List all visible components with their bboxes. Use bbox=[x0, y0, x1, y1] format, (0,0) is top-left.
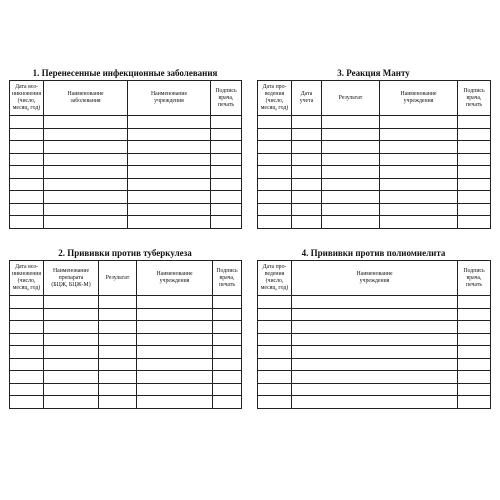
blank-cell[interactable] bbox=[213, 308, 242, 321]
blank-cell[interactable] bbox=[292, 141, 322, 154]
blank-cell[interactable] bbox=[458, 396, 491, 409]
blank-cell[interactable] bbox=[213, 383, 242, 396]
blank-cell[interactable] bbox=[137, 396, 213, 409]
blank-cell[interactable] bbox=[10, 153, 44, 166]
table-row bbox=[258, 296, 491, 309]
table-row bbox=[10, 371, 242, 384]
blank-cell[interactable] bbox=[258, 308, 292, 321]
blank-cell[interactable] bbox=[211, 166, 242, 179]
blank-cell[interactable] bbox=[322, 166, 380, 179]
table-row bbox=[258, 358, 491, 371]
blank-cell[interactable] bbox=[10, 383, 44, 396]
blank-cell[interactable] bbox=[211, 128, 242, 141]
section-infectious-diseases bbox=[9, 66, 241, 229]
table-row bbox=[258, 128, 491, 141]
table-row bbox=[258, 191, 491, 204]
table-row bbox=[10, 203, 242, 216]
table-row bbox=[10, 153, 242, 166]
blank-cell[interactable] bbox=[458, 371, 491, 384]
blank-cell[interactable] bbox=[292, 383, 458, 396]
blank-cell[interactable] bbox=[44, 203, 128, 216]
blank-cell[interactable] bbox=[292, 216, 322, 229]
infectious-diseases-table bbox=[9, 80, 242, 229]
blank-cell[interactable] bbox=[99, 371, 137, 384]
blank-cell[interactable] bbox=[10, 203, 44, 216]
blank-cell[interactable] bbox=[213, 358, 242, 371]
blank-cell[interactable] bbox=[292, 396, 458, 409]
blank-cell[interactable] bbox=[292, 346, 458, 359]
blank-cell[interactable] bbox=[380, 203, 458, 216]
blank-cell[interactable] bbox=[292, 166, 322, 179]
blank-cell[interactable] bbox=[10, 296, 44, 309]
table-row bbox=[10, 296, 242, 309]
blank-cell[interactable] bbox=[380, 153, 458, 166]
blank-cell[interactable] bbox=[322, 128, 380, 141]
table-row bbox=[258, 141, 491, 154]
section-tuberculosis-vaccinations bbox=[9, 246, 241, 409]
table-row bbox=[258, 116, 491, 129]
blank-cell[interactable] bbox=[322, 203, 380, 216]
blank-cell[interactable] bbox=[322, 141, 380, 154]
blank-cell[interactable] bbox=[458, 358, 491, 371]
blank-cell[interactable] bbox=[137, 308, 213, 321]
blank-cell[interactable] bbox=[99, 396, 137, 409]
blank-cell[interactable] bbox=[44, 333, 99, 346]
table-row bbox=[258, 383, 491, 396]
blank-cell[interactable] bbox=[258, 141, 292, 154]
blank-cell[interactable] bbox=[380, 191, 458, 204]
blank-cell[interactable] bbox=[99, 358, 137, 371]
blank-cell[interactable] bbox=[99, 346, 137, 359]
blank-cell[interactable] bbox=[458, 383, 491, 396]
blank-cell[interactable] bbox=[213, 296, 242, 309]
blank-cell[interactable] bbox=[322, 216, 380, 229]
table-row bbox=[10, 396, 242, 409]
blank-cell[interactable] bbox=[44, 128, 128, 141]
table-row bbox=[10, 333, 242, 346]
blank-cell[interactable] bbox=[99, 308, 137, 321]
blank-cell[interactable] bbox=[258, 321, 292, 334]
table-row bbox=[258, 178, 491, 191]
table-row bbox=[10, 141, 242, 154]
blank-cell[interactable] bbox=[44, 321, 99, 334]
blank-cell[interactable] bbox=[292, 178, 322, 191]
polio-vaccinations-table bbox=[257, 260, 491, 409]
blank-cell[interactable] bbox=[211, 178, 242, 191]
blank-cell[interactable] bbox=[99, 296, 137, 309]
section-title: 2. Прививки против туберкулеза bbox=[58, 248, 192, 258]
column-header-signature: Подпись врача, печать bbox=[458, 81, 491, 116]
column-header-disease: Наименование заболевания bbox=[44, 81, 128, 116]
blank-cell[interactable] bbox=[44, 396, 99, 409]
blank-cell[interactable] bbox=[380, 116, 458, 129]
column-header-check-date: Дата учета bbox=[292, 81, 322, 116]
blank-cell[interactable] bbox=[458, 141, 491, 154]
blank-cell[interactable] bbox=[137, 333, 213, 346]
table-row bbox=[10, 346, 242, 359]
blank-cell[interactable] bbox=[10, 371, 44, 384]
blank-cell[interactable] bbox=[258, 166, 292, 179]
blank-cell[interactable] bbox=[292, 296, 458, 309]
blank-cell[interactable] bbox=[128, 166, 211, 179]
blank-cell[interactable] bbox=[322, 116, 380, 129]
column-header-preparation: Наименование препарата (БЦЖ, БЦЖ-М) bbox=[44, 261, 99, 296]
blank-cell[interactable] bbox=[458, 333, 491, 346]
column-header-date: Дата воз- никновения (число, месяц, год) bbox=[10, 81, 44, 116]
blank-cell[interactable] bbox=[10, 141, 44, 154]
table-row bbox=[258, 346, 491, 359]
blank-cell[interactable] bbox=[258, 128, 292, 141]
blank-cell[interactable] bbox=[44, 383, 99, 396]
column-header-signature: Подпись врача, печать bbox=[458, 261, 491, 296]
section-mantoux-reaction bbox=[257, 66, 490, 229]
blank-cell[interactable] bbox=[458, 321, 491, 334]
column-header-institution: Наименование учреждения bbox=[292, 261, 458, 296]
blank-cell[interactable] bbox=[458, 128, 491, 141]
blank-cell[interactable] bbox=[258, 116, 292, 129]
blank-cell[interactable] bbox=[458, 153, 491, 166]
blank-cell[interactable] bbox=[10, 166, 44, 179]
blank-cell[interactable] bbox=[258, 296, 292, 309]
blank-cell[interactable] bbox=[292, 371, 458, 384]
blank-cell[interactable] bbox=[128, 203, 211, 216]
tuberculosis-vaccinations-table bbox=[9, 260, 242, 409]
blank-cell[interactable] bbox=[458, 216, 491, 229]
blank-cell[interactable] bbox=[258, 333, 292, 346]
section-polio-vaccinations bbox=[257, 246, 490, 409]
blank-cell[interactable] bbox=[10, 346, 44, 359]
blank-cell[interactable] bbox=[380, 216, 458, 229]
table-row bbox=[10, 166, 242, 179]
column-header-signature: Подпись врача, печать bbox=[213, 261, 242, 296]
blank-cell[interactable] bbox=[258, 371, 292, 384]
blank-cell[interactable] bbox=[458, 178, 491, 191]
blank-cell[interactable] bbox=[128, 216, 211, 229]
blank-cell[interactable] bbox=[380, 166, 458, 179]
table-row bbox=[258, 216, 491, 229]
blank-cell[interactable] bbox=[292, 191, 322, 204]
blank-cell[interactable] bbox=[258, 203, 292, 216]
blank-cell[interactable] bbox=[292, 153, 322, 166]
blank-cell[interactable] bbox=[380, 178, 458, 191]
blank-cell[interactable] bbox=[44, 191, 128, 204]
blank-cell[interactable] bbox=[44, 116, 128, 129]
blank-cell[interactable] bbox=[292, 333, 458, 346]
blank-cell[interactable] bbox=[458, 308, 491, 321]
blank-cell[interactable] bbox=[10, 216, 44, 229]
table-row bbox=[258, 153, 491, 166]
table-row bbox=[258, 203, 491, 216]
blank-cell[interactable] bbox=[458, 191, 491, 204]
blank-cell[interactable] bbox=[292, 116, 322, 129]
blank-cell[interactable] bbox=[44, 216, 128, 229]
blank-cell[interactable] bbox=[292, 308, 458, 321]
table-row bbox=[10, 178, 242, 191]
blank-cell[interactable] bbox=[213, 396, 242, 409]
blank-cell[interactable] bbox=[128, 191, 211, 204]
table-row bbox=[258, 371, 491, 384]
blank-cell[interactable] bbox=[380, 141, 458, 154]
blank-cell[interactable] bbox=[211, 191, 242, 204]
blank-cell[interactable] bbox=[99, 333, 137, 346]
table-row bbox=[10, 321, 242, 334]
blank-cell[interactable] bbox=[137, 358, 213, 371]
blank-cell[interactable] bbox=[380, 128, 458, 141]
blank-cell[interactable] bbox=[292, 321, 458, 334]
column-header-result: Результат bbox=[322, 81, 380, 116]
blank-cell[interactable] bbox=[128, 116, 211, 129]
table-row bbox=[258, 396, 491, 409]
blank-cell[interactable] bbox=[292, 203, 322, 216]
blank-cell[interactable] bbox=[258, 191, 292, 204]
blank-cell[interactable] bbox=[10, 358, 44, 371]
column-header-date: Дата про- ведения (число, месяц, год) bbox=[258, 261, 292, 296]
table-row bbox=[10, 358, 242, 371]
blank-cell[interactable] bbox=[322, 178, 380, 191]
table-row bbox=[258, 166, 491, 179]
blank-cell[interactable] bbox=[211, 141, 242, 154]
blank-cell[interactable] bbox=[258, 358, 292, 371]
blank-cell[interactable] bbox=[44, 346, 99, 359]
blank-cell[interactable] bbox=[44, 166, 128, 179]
blank-cell[interactable] bbox=[258, 383, 292, 396]
blank-cell[interactable] bbox=[258, 178, 292, 191]
table-row bbox=[258, 321, 491, 334]
column-header-date: Дата про- ведения (число, месяц, год) bbox=[258, 81, 292, 116]
blank-cell[interactable] bbox=[10, 321, 44, 334]
blank-cell[interactable] bbox=[10, 116, 44, 129]
blank-cell[interactable] bbox=[44, 308, 99, 321]
table-row bbox=[10, 191, 242, 204]
section-title: 1. Перенесенные инфекционные заболевания bbox=[32, 68, 218, 78]
blank-cell[interactable] bbox=[213, 346, 242, 359]
blank-cell[interactable] bbox=[458, 296, 491, 309]
blank-cell[interactable] bbox=[137, 296, 213, 309]
blank-cell[interactable] bbox=[211, 216, 242, 229]
column-header-signature: Подпись врача, печать bbox=[211, 81, 242, 116]
blank-cell[interactable] bbox=[258, 346, 292, 359]
table-row bbox=[10, 383, 242, 396]
blank-cell[interactable] bbox=[44, 178, 128, 191]
blank-cell[interactable] bbox=[44, 358, 99, 371]
blank-cell[interactable] bbox=[10, 308, 44, 321]
blank-cell[interactable] bbox=[458, 346, 491, 359]
blank-cell[interactable] bbox=[137, 371, 213, 384]
blank-cell[interactable] bbox=[99, 383, 137, 396]
blank-cell[interactable] bbox=[458, 116, 491, 129]
blank-cell[interactable] bbox=[137, 346, 213, 359]
column-header-institution: Наименование учреждения bbox=[380, 81, 458, 116]
column-header-institution: Наименование учреждения bbox=[137, 261, 213, 296]
blank-cell[interactable] bbox=[211, 203, 242, 216]
column-header-institution: Наименование учреждения bbox=[128, 81, 211, 116]
blank-cell[interactable] bbox=[128, 141, 211, 154]
table-row bbox=[10, 216, 242, 229]
blank-cell[interactable] bbox=[458, 166, 491, 179]
blank-cell[interactable] bbox=[258, 153, 292, 166]
table-row bbox=[258, 308, 491, 321]
blank-cell[interactable] bbox=[10, 128, 44, 141]
blank-cell[interactable] bbox=[213, 371, 242, 384]
blank-cell[interactable] bbox=[458, 203, 491, 216]
blank-cell[interactable] bbox=[292, 358, 458, 371]
mantoux-reaction-table bbox=[257, 80, 491, 229]
blank-cell[interactable] bbox=[44, 141, 128, 154]
blank-cell[interactable] bbox=[10, 191, 44, 204]
table-row bbox=[10, 128, 242, 141]
column-header-date: Дата воз- никновения (число, месяц, год) bbox=[10, 261, 44, 296]
blank-cell[interactable] bbox=[213, 321, 242, 334]
blank-cell[interactable] bbox=[292, 128, 322, 141]
blank-cell[interactable] bbox=[128, 178, 211, 191]
blank-cell[interactable] bbox=[44, 153, 128, 166]
blank-cell[interactable] bbox=[137, 321, 213, 334]
section-title: 3. Реакция Манту bbox=[337, 68, 410, 78]
blank-cell[interactable] bbox=[137, 383, 213, 396]
blank-cell[interactable] bbox=[211, 116, 242, 129]
blank-cell[interactable] bbox=[10, 333, 44, 346]
blank-cell[interactable] bbox=[211, 153, 242, 166]
blank-cell[interactable] bbox=[44, 371, 99, 384]
blank-cell[interactable] bbox=[128, 128, 211, 141]
section-title: 4. Прививки против полиомиелита bbox=[301, 248, 446, 258]
table-row bbox=[258, 333, 491, 346]
blank-cell[interactable] bbox=[128, 153, 211, 166]
blank-cell[interactable] bbox=[258, 396, 292, 409]
table-row bbox=[10, 116, 242, 129]
blank-cell[interactable] bbox=[258, 216, 292, 229]
blank-cell[interactable] bbox=[10, 396, 44, 409]
blank-cell[interactable] bbox=[99, 321, 137, 334]
blank-cell[interactable] bbox=[322, 153, 380, 166]
blank-cell[interactable] bbox=[322, 191, 380, 204]
column-header-result: Результат bbox=[99, 261, 137, 296]
table-row bbox=[10, 308, 242, 321]
blank-cell[interactable] bbox=[10, 178, 44, 191]
blank-cell[interactable] bbox=[44, 296, 99, 309]
blank-cell[interactable] bbox=[213, 333, 242, 346]
